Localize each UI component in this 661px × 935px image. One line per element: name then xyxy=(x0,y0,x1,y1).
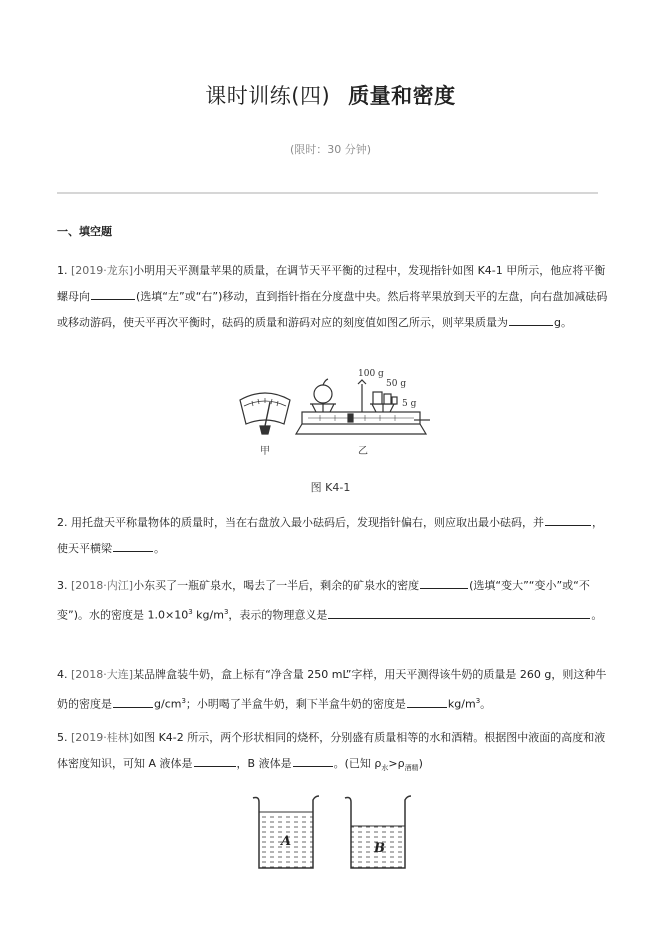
answer-blank[interactable] xyxy=(113,539,153,552)
beaker-b xyxy=(345,796,411,868)
answer-blank[interactable] xyxy=(293,754,333,767)
beaker-a xyxy=(253,796,319,868)
title-topic: 质量和密度 xyxy=(348,84,456,108)
page-title xyxy=(0,80,661,110)
figure-k4-2 xyxy=(245,790,425,880)
pointer xyxy=(265,402,270,426)
section-heading: 一、填空题 xyxy=(57,225,112,238)
title-main: 课时训练(四) xyxy=(205,84,331,108)
question-source: [2018·内江] xyxy=(71,579,134,592)
label-yi: 乙 xyxy=(358,446,368,457)
weight-50g xyxy=(384,394,391,404)
question-source: [2019·桂林] xyxy=(71,731,134,744)
label-100g: 100 g xyxy=(358,369,384,379)
label-50g: 50 g xyxy=(386,379,407,389)
question-5: 5. [2019·桂林]如图 K4-2 所示，两个形状相同的烧杯，分别盛有质量相等的水和酒精。根据图中液面的高度和液体密度知识，可知 A 液体是 ，B 液体是 。(已知 $\rho_水>\rho_{酒精}$) xyxy=(57,731,606,773)
question-1: 1. [2019·龙东]小明用天平测量苹果的质量，在调节天平平衡的过程中，发现指针如图 K4-1 甲所示，他应将平衡螺母向 (选填“左”或“右”)移动，直到指针指在分度盘中央。然后将苹果放到天平的左盘，向右盘加减砝码或移动游码，使天平再次平衡时，砝码的质量和游码对应的刻度值如图乙所示，则苹果质量为 g。 xyxy=(57,264,608,329)
answer-blank[interactable] xyxy=(91,287,135,300)
answer-blank[interactable] xyxy=(113,695,153,708)
answer-blank[interactable] xyxy=(545,513,591,526)
scale-dial xyxy=(240,393,290,434)
answer-blank[interactable] xyxy=(420,576,468,589)
time-limit: (限时：30 分钟) xyxy=(289,143,372,156)
question-2: 2. 用托盘天平称量物体的质量时，当在右盘放入最小砝码后，发现指针偏右，则应取出最小砝码，并 ，使天平横梁 。 xyxy=(57,510,613,562)
weight-5g xyxy=(392,397,397,404)
apple-icon xyxy=(314,385,332,403)
label-b: B xyxy=(374,841,385,856)
question-3: 3. [2018·内江]小东买了一瓶矿泉水，喝去了一半后，剩余的矿泉水的密度 (选填“变大”“变小”或“不变”)。水的密度是 $1.0\times 10^3$ $kg/m^3$，表示的物理意义是 。 xyxy=(57,573,613,629)
question-4: 4. [2018·大连]某品牌盒装牛奶，盒上标有“净含量 250 mL”字样，用天平测得该牛奶的质量是 260 g，则这种牛奶的密度是 $g/cm^3$；小明喝了半盒牛奶，剩下半盒牛奶的密度是 $kg/m^3$。 xyxy=(57,668,607,711)
answer-blank[interactable] xyxy=(407,695,447,708)
divider xyxy=(57,192,598,194)
label-5g: 5 g xyxy=(402,399,417,409)
label-a: A xyxy=(281,834,292,849)
answer-blank[interactable] xyxy=(509,313,553,326)
question-source: [2018·大连] xyxy=(71,668,134,681)
label-jia: 甲 xyxy=(260,446,270,457)
question-source: [2019·龙东] xyxy=(71,264,134,277)
rider xyxy=(348,414,353,422)
weight-100g xyxy=(373,392,382,404)
figure-k4-1 xyxy=(230,368,440,468)
answer-blank[interactable] xyxy=(328,606,590,619)
figure-caption: 图 K4-1 xyxy=(310,481,351,494)
answer-blank[interactable] xyxy=(194,754,236,767)
